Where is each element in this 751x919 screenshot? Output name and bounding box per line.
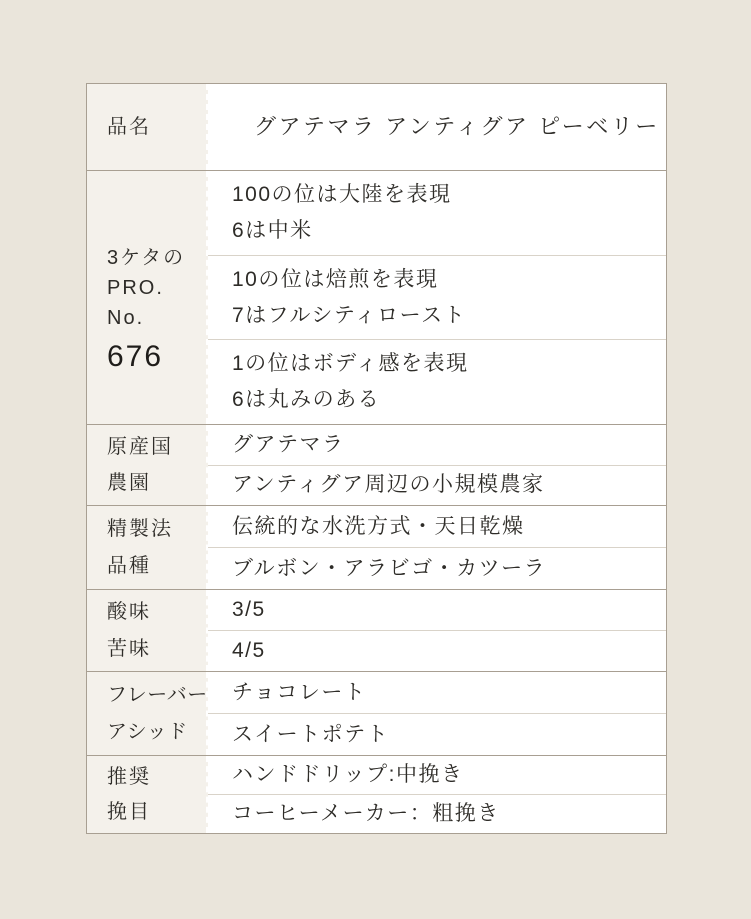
spec-label-cell: [87, 506, 208, 589]
spec-value-line: 3/5: [232, 598, 266, 621]
spec-value-cell: [208, 756, 666, 833]
spec-label-line: 品名: [107, 116, 151, 138]
spec-value-row: [208, 672, 666, 713]
spec-label-line: アシッド: [107, 721, 188, 744]
spec-label-line: No.: [107, 307, 145, 329]
spec-value-line: ブルボン・アラビゴ・カツーラ: [232, 556, 547, 580]
spec-section-flavor: [87, 671, 666, 755]
spec-section-grind: [87, 755, 666, 833]
spec-label-cell: [87, 672, 208, 755]
spec-value-row: [208, 756, 666, 794]
spec-label-line: 精製法: [107, 517, 173, 540]
spec-label-line: フレーバー: [107, 683, 208, 706]
spec-value-row: [208, 339, 666, 424]
spec-value-row: [208, 255, 666, 340]
spec-value-line: 7はフルシティロースト: [232, 303, 467, 327]
spec-label-line: 推奨: [107, 766, 151, 789]
pro-number: 676: [107, 340, 164, 373]
spec-label-line: 挽目: [107, 800, 151, 823]
spec-value-row: [208, 425, 666, 465]
spec-value-cell: [208, 84, 666, 170]
spec-value-row: [208, 590, 666, 630]
spec-label-line: 品種: [107, 555, 151, 578]
spec-value-line: 1の位はボディ感を表現: [232, 352, 469, 376]
spec-label-cell: [87, 756, 208, 833]
spec-value-line: 10の位は焙煎を表現: [232, 267, 439, 291]
spec-value-cell: [208, 590, 666, 671]
spec-label-cell: [87, 84, 208, 170]
spec-value-cell: [208, 171, 666, 424]
spec-value-line: ハンドドリップ:中挽き: [232, 763, 464, 786]
spec-section-origin: [87, 424, 666, 505]
spec-value-row: [208, 794, 666, 833]
spec-value-row: [208, 171, 666, 255]
spec-value-row: [208, 630, 666, 671]
spec-value-line: アンティグア周辺の小規模農家: [232, 473, 545, 497]
spec-label-line: 原産国: [107, 436, 173, 458]
spec-value-line: 100の位は大陸を表現: [232, 182, 452, 206]
spec-label-cell: [87, 425, 208, 505]
spec-value-row: [208, 84, 666, 170]
spec-section-pro-number: [87, 170, 666, 424]
spec-value-line: コーヒーメーカー：粗挽き: [232, 802, 500, 825]
spec-label-cell: [87, 590, 208, 671]
spec-value-cell: [208, 425, 666, 505]
spec-value-line: グアテマラ アンティグア ピーベリー: [254, 114, 660, 139]
spec-value-cell: [208, 506, 666, 589]
spec-label-line: 苦味: [107, 637, 151, 660]
spec-value-line: グアテマラ: [232, 432, 345, 456]
spec-label-line: 農園: [107, 472, 151, 494]
spec-value-line: 伝統的な水洗方式・天日乾燥: [232, 514, 525, 538]
spec-label-cell: [87, 171, 208, 424]
spec-value-line: スイートポテト: [232, 722, 390, 746]
spec-value-row: [208, 547, 666, 589]
spec-value-row: [208, 713, 666, 755]
spec-label-line: PRO.: [107, 277, 164, 299]
product-spec-table: [86, 83, 667, 834]
spec-value-cell: [208, 672, 666, 755]
spec-value-line: 6は丸みのある: [232, 388, 381, 412]
spec-value-line: 6は中米: [232, 218, 313, 242]
spec-value-line: チョコレート: [232, 680, 367, 704]
spec-value-row: [208, 506, 666, 547]
spec-section-taste: [87, 589, 666, 671]
spec-value-row: [208, 465, 666, 506]
spec-value-line: 4/5: [232, 639, 266, 662]
spec-section-product-name: [87, 84, 666, 170]
spec-label-line: 酸味: [107, 601, 151, 624]
spec-label-line: 3ケタの: [107, 247, 186, 269]
spec-section-process-variety: [87, 505, 666, 589]
